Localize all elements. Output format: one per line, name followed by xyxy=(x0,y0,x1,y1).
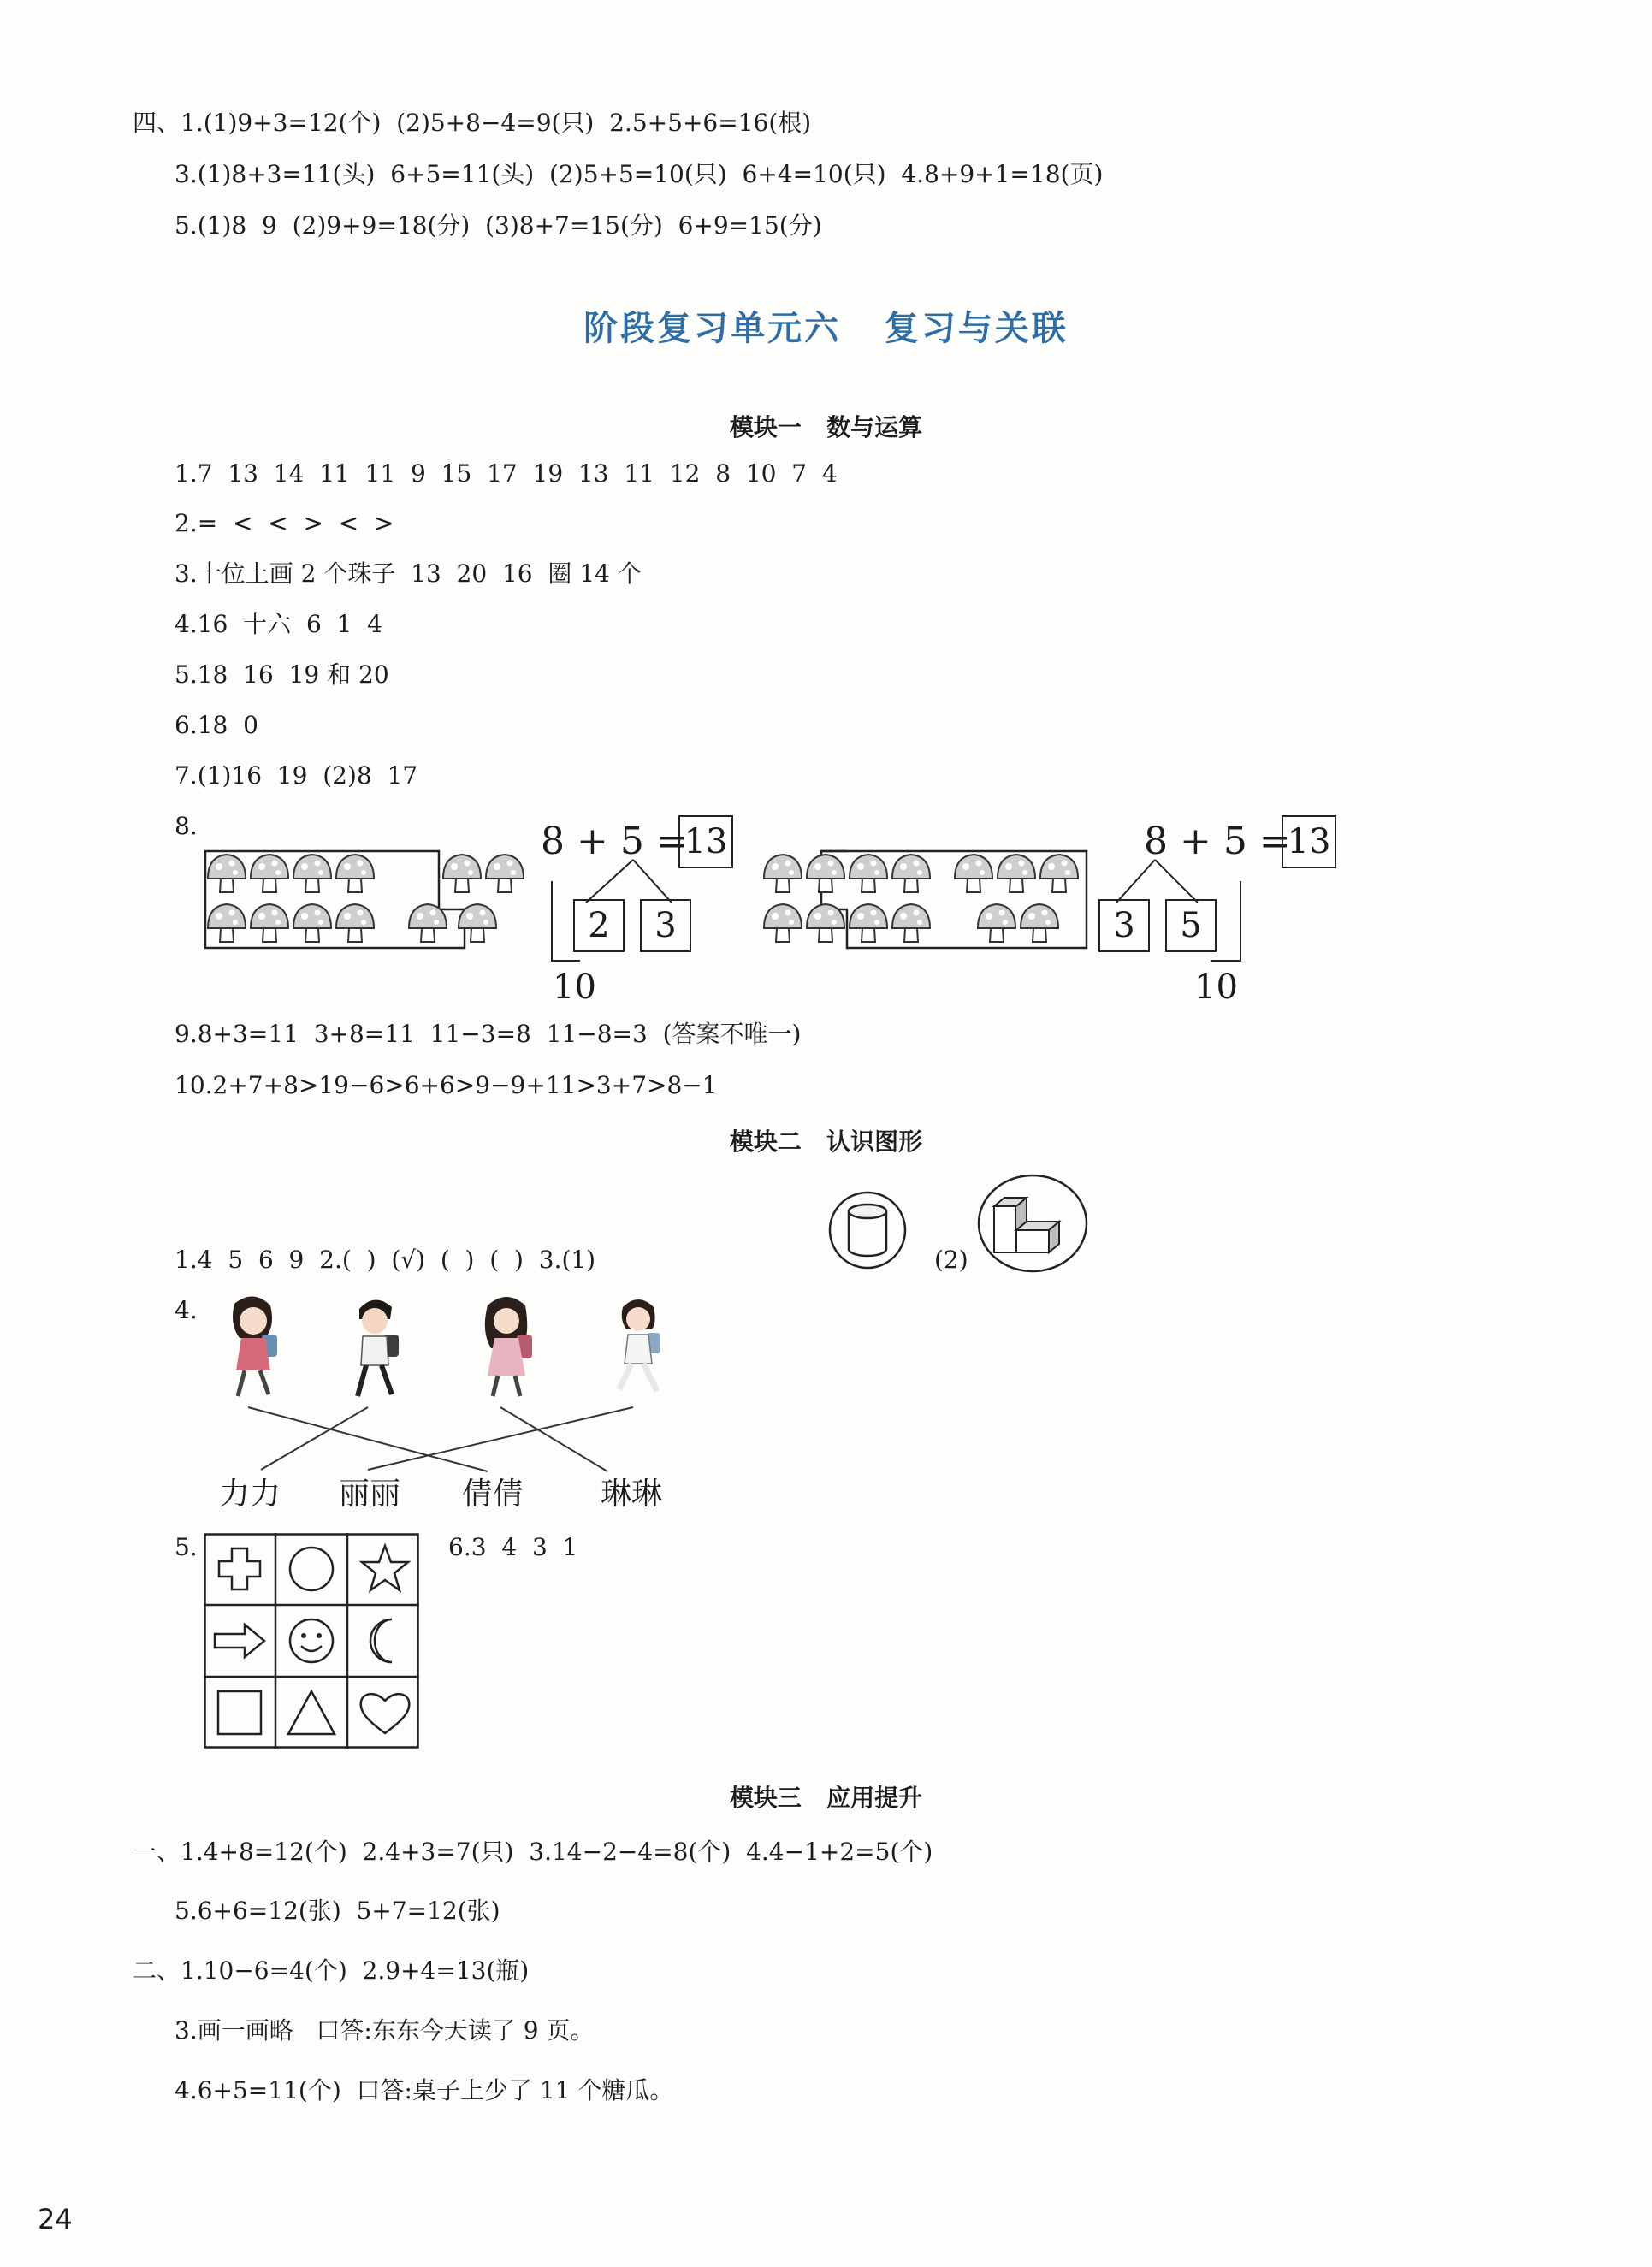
arrow-right-icon xyxy=(212,1620,267,1661)
crescent-moon-icon xyxy=(361,1617,409,1665)
q8-right-equation: 8 + 5 = xyxy=(1144,820,1291,863)
m3-line-2: 5.6+6=12(张) 5+7=12(张) xyxy=(175,1897,500,1925)
m1-q8-label: 8. xyxy=(175,812,198,840)
answer-line-4-3: 3.(1)8+3=11(头) 6+5=11(头) (2)5+5=10(只) 6+4=10(只) 4.8+9+1=18(页) xyxy=(175,160,1104,188)
m3-line-1: 一、1.4+8=12(个) 2.4+3=7(只) 3.14−2−4=8(个) 4.4−1+2=5(个) xyxy=(133,1838,933,1866)
name-linlin: 琳琳 xyxy=(601,1477,663,1512)
q8-left-result: 13 xyxy=(678,815,733,868)
mushroom-figure-right xyxy=(760,843,1093,954)
m3-line-3: 二、1.10−6=4(个) 2.9+4=13(瓶) xyxy=(133,1956,530,1985)
child-figure-4 xyxy=(604,1292,672,1403)
q8-right-result: 13 xyxy=(1282,815,1336,868)
answer-line-4-5: 5.(1)8 9 (2)9+9=18(分) (3)8+7=15(分) 6+9=15(分) xyxy=(175,211,822,240)
mushroom-figure-left xyxy=(204,843,529,954)
m1-q9: 9.8+3=11 3+8=11 11−3=8 11−8=3 (答案不唯一) xyxy=(175,1020,802,1048)
smiley-icon xyxy=(287,1617,335,1665)
module2-heading: 模块二 认识图形 xyxy=(729,1128,923,1156)
m1-q6: 6.18 0 xyxy=(175,711,258,739)
m2-q5-label: 5. xyxy=(175,1533,198,1561)
unit-title: 阶段复习单元六 复习与关联 xyxy=(583,309,1069,348)
cylinder-circled-icon xyxy=(826,1189,909,1271)
m2-q4-label: 4. xyxy=(175,1296,198,1324)
m1-q4: 4.16 十六 6 1 4 xyxy=(175,610,382,638)
q8-right-ten: 10 xyxy=(1194,968,1238,1007)
page-number: 24 xyxy=(38,2203,73,2235)
q8-right-split-a: 3 xyxy=(1098,899,1150,952)
square-icon xyxy=(216,1689,263,1737)
child-figure-2 xyxy=(340,1292,409,1403)
module3-heading: 模块三 应用提升 xyxy=(729,1784,923,1812)
m1-q7: 7.(1)16 19 (2)8 17 xyxy=(175,761,418,790)
matching-lines xyxy=(214,1403,659,1476)
name-qianqian: 倩倩 xyxy=(462,1477,524,1512)
name-lili-1: 力力 xyxy=(219,1477,281,1512)
m1-q3: 3.十位上画 2 个珠子 13 20 16 圈 14 个 xyxy=(175,559,642,588)
q8-left-ten: 10 xyxy=(553,968,596,1007)
answer-line-4-1: 四、1.(1)9+3=12(个) (2)5+8−4=9(只) 2.5+5+6=16(根) xyxy=(133,109,812,137)
m3-line-5: 4.6+5=11(个) 口答:桌子上少了 11 个糖瓜。 xyxy=(175,2076,674,2104)
m2-q3-2-label: (2) xyxy=(934,1246,968,1274)
blocks-circled-icon xyxy=(977,1174,1088,1273)
heart-icon xyxy=(358,1689,412,1737)
name-lili-2: 丽丽 xyxy=(339,1477,401,1512)
circle-icon xyxy=(287,1545,335,1593)
child-figure-3 xyxy=(472,1292,541,1403)
q8-left-equation: 8 + 5 = xyxy=(541,820,688,863)
q8-left-split-b: 3 xyxy=(640,899,691,952)
q8-right-split-b: 5 xyxy=(1165,899,1217,952)
m2-q1-3: 1.4 5 6 9 2.( ) (√) ( ) ( ) 3.(1) xyxy=(175,1246,596,1274)
star-icon xyxy=(359,1543,411,1595)
child-figure-1 xyxy=(219,1292,287,1403)
m2-q6: 6.3 4 3 1 xyxy=(448,1533,578,1561)
m1-q1: 1.7 13 14 11 11 9 15 17 19 13 11 12 8 10 7 4 xyxy=(175,459,838,488)
triangle-icon xyxy=(286,1689,337,1737)
cross-icon xyxy=(216,1545,263,1593)
q8-left-split-a: 2 xyxy=(573,899,625,952)
m1-q10: 10.2+7+8>19−6>6+6>9−9+11>3+7>8−1 xyxy=(175,1071,718,1099)
m1-q2: 2.= < < > < > xyxy=(175,509,394,537)
m3-line-4: 3.画一画略 口答:东东今天读了 9 页。 xyxy=(175,2016,595,2045)
m1-q5: 5.18 16 19 和 20 xyxy=(175,660,389,689)
module1-heading: 模块一 数与运算 xyxy=(729,413,923,441)
